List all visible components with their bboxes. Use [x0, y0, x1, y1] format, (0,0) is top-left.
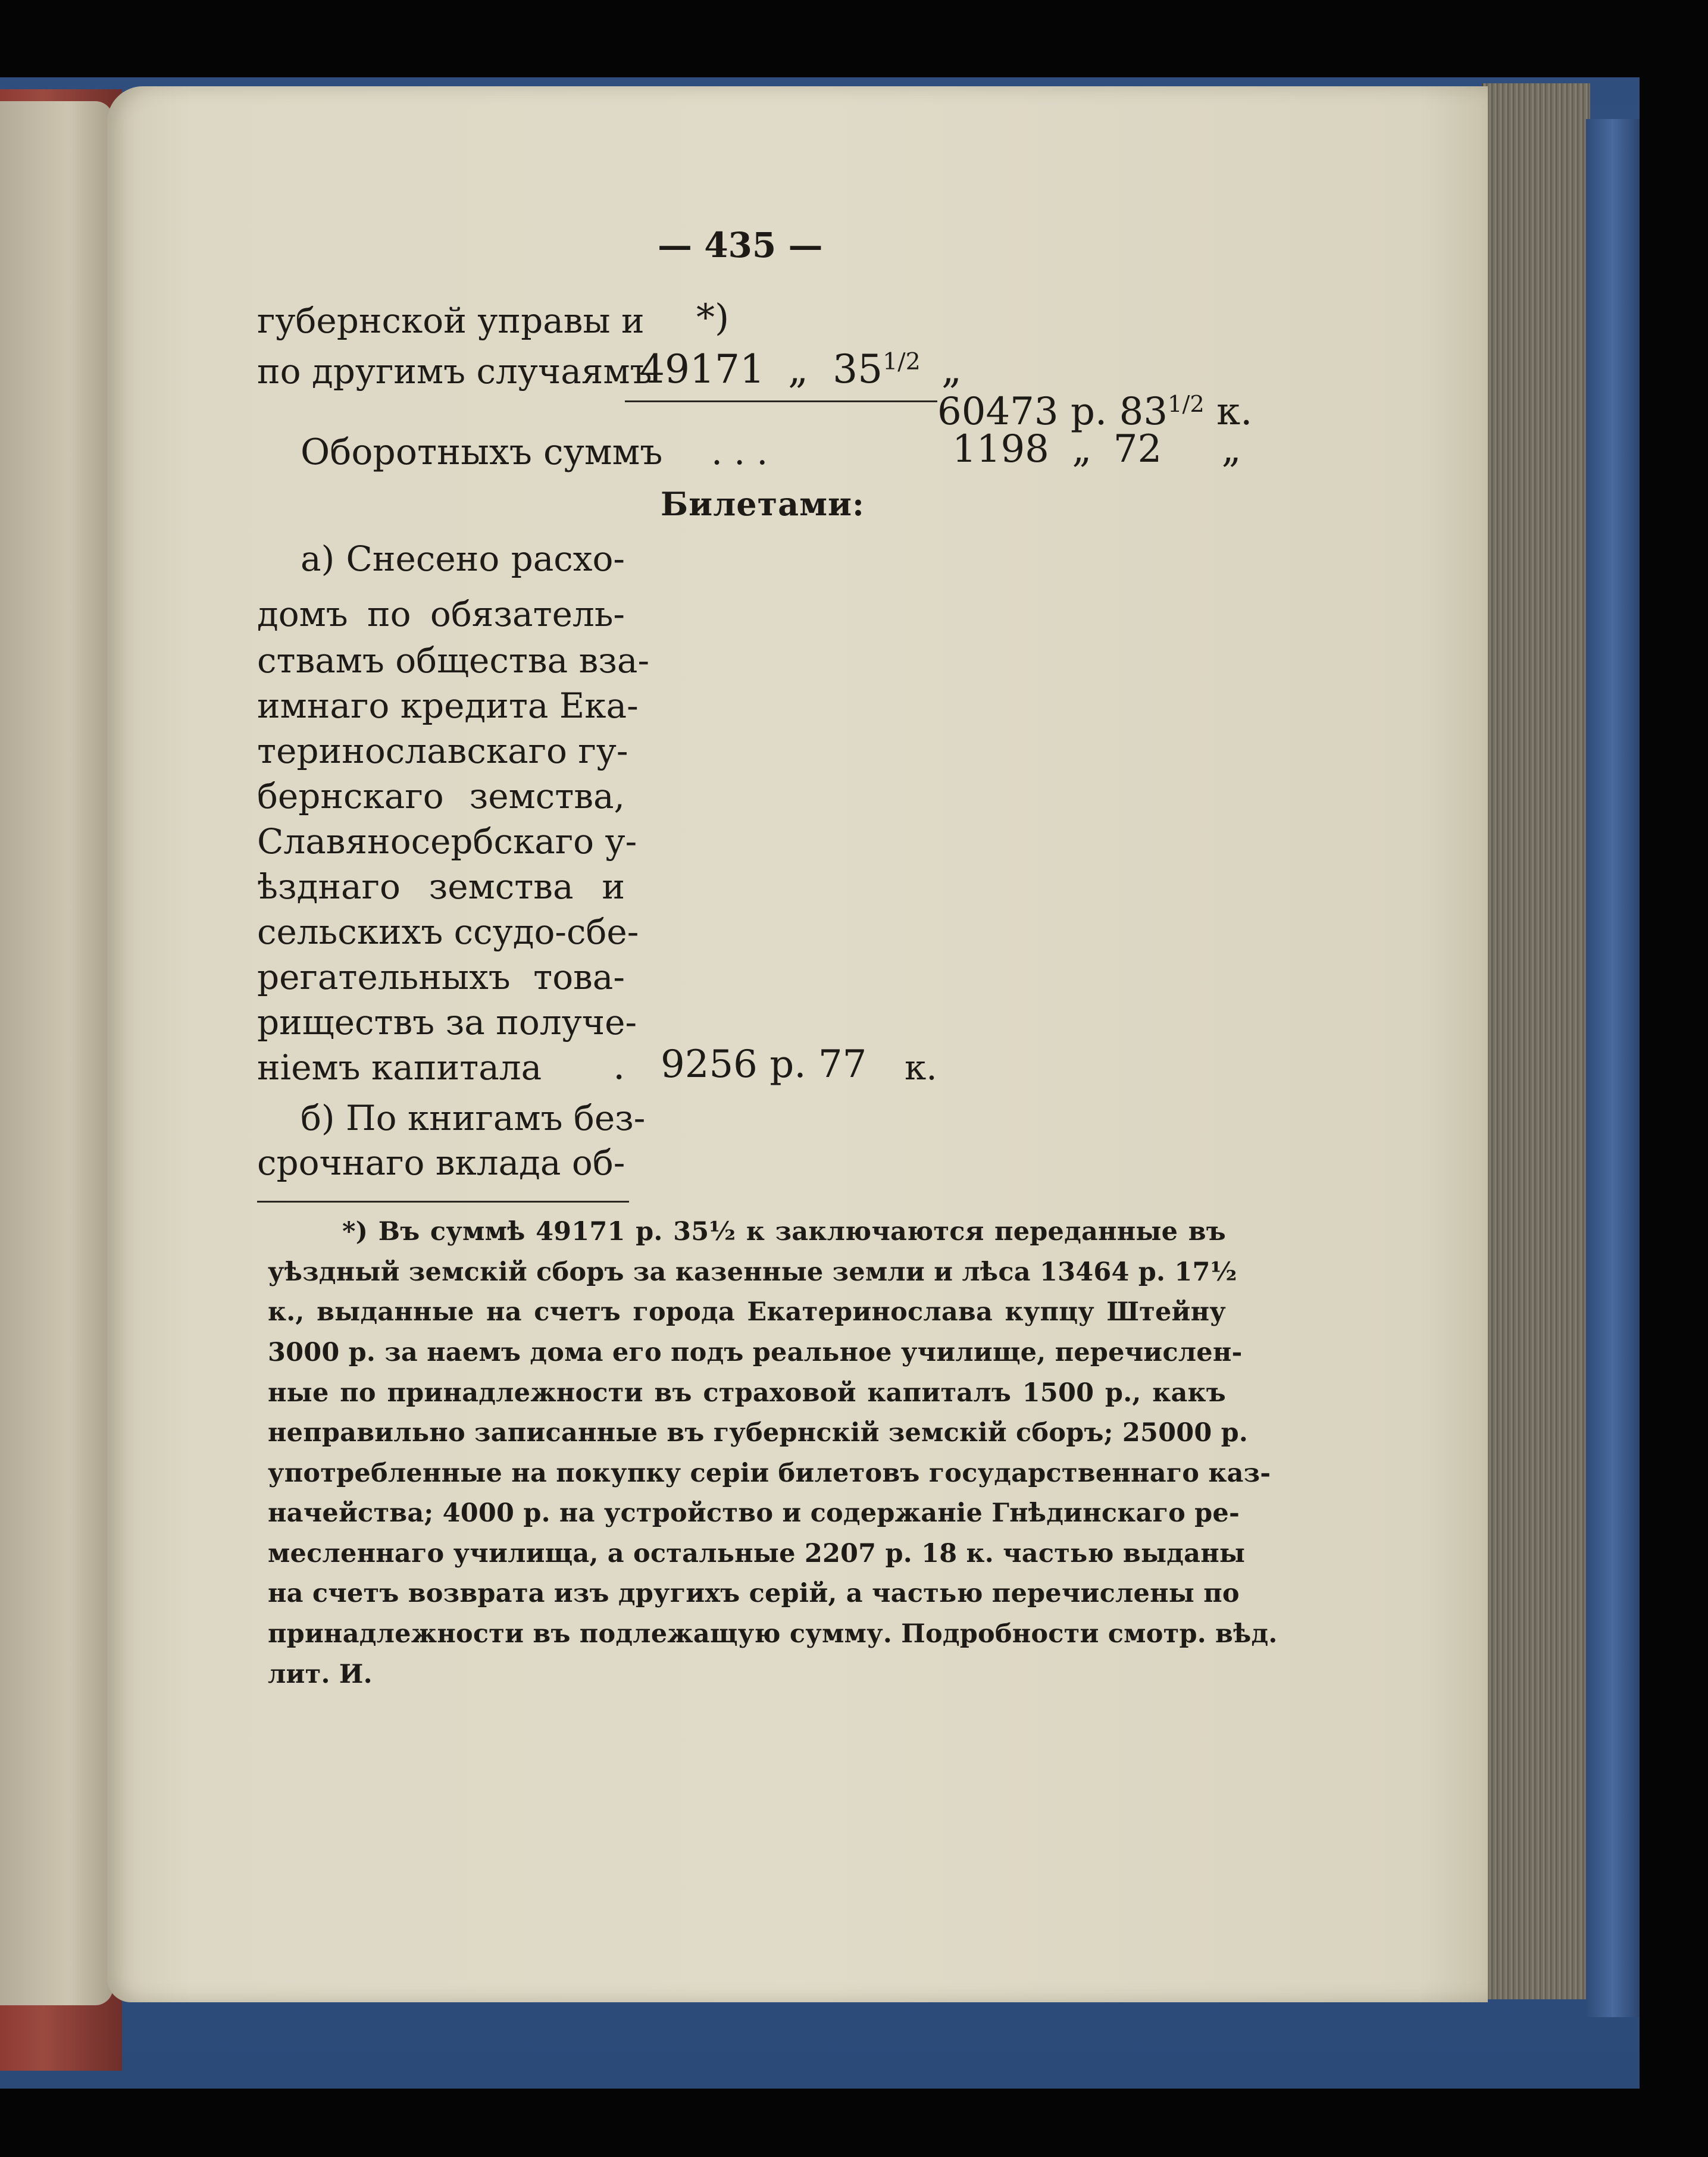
footnote-last-line: лит. И. [268, 1660, 373, 1689]
footnote-rule [257, 1201, 629, 1203]
item-b-line: б) По книгамъ без- [301, 1098, 646, 1138]
item-a-line: домъ по обязатель- [257, 594, 625, 634]
item-a-unit: к. [905, 1047, 937, 1088]
footnote-line: *) Въ суммѣ 49171 р. 35½ к заключаются переданные въ [342, 1217, 1226, 1247]
item-a-line: имнаго кредита Ека- [257, 685, 639, 726]
footnote-line: месленнаго училища, а остальные 2207 р. 18 к. частью выданы [268, 1539, 1246, 1569]
turnover-label: Оборотныхъ суммъ [301, 431, 663, 473]
item-a-line: сельскихъ ссудо-сбе- [257, 912, 639, 952]
item-a-line: бернскаго земства, [257, 776, 625, 816]
item-a-line: ствамъ общества вза- [257, 640, 650, 681]
footnote-line: неправильно записанные въ губернскій земскій сборъ; 25000 р. [268, 1418, 1249, 1448]
item-a-last-line: ніемъ капитала [257, 1047, 542, 1088]
line2-amount: 49171 „ $35^{1/2}$ „ [640, 346, 962, 392]
section-heading: Билетами: [661, 485, 865, 523]
page-number: — 435 — [658, 225, 823, 265]
left-page-edge [0, 101, 113, 2005]
line1-label: губернской управы и [257, 300, 645, 341]
turnover-amount: 1198 „ 72 „ [952, 427, 1241, 471]
page-stack-edge [1482, 83, 1590, 1999]
item-a-line: а) Снесено расхо- [301, 539, 625, 579]
item-a-line: ѣзднаго земства и [257, 866, 625, 907]
footnote-line: принадлежности въ подлежащую сумму. Подробности смотр. вѣд. [268, 1619, 1278, 1649]
footnote-line: к., выданные на счетъ города Екатеринослава купцу Штейну [268, 1297, 1226, 1327]
sum-rule [625, 400, 937, 402]
item-a-line: риществъ за получе- [257, 1002, 637, 1043]
line2-label: по другимъ случаямъ [257, 351, 652, 392]
footnote-line: на счетъ возврата изъ другихъ серій, а частью перечислены по [268, 1579, 1240, 1608]
item-a-line: регательныхъ това- [257, 957, 625, 997]
footnote-line: ные по принадлежности въ страховой капиталъ 1500 р., какъ [268, 1378, 1226, 1408]
footnote-line: 3000 р. за наемъ дома его подъ реальное училище, перечислен- [268, 1338, 1243, 1367]
turnover-dots: . . . [711, 431, 768, 473]
footnote-line: употребленные на покупку серіи билетовъ государственнаго каз- [268, 1458, 1271, 1488]
item-a-dot: . [613, 1044, 625, 1088]
total-amount: 60473 р. $83^{1/2}$ к. [937, 390, 1253, 434]
item-a-line: теринославскаго гу- [257, 731, 628, 771]
footnote-line: начейства; 4000 р. на устройство и содержаніе Гнѣдинскаго ре- [268, 1498, 1240, 1528]
item-a-amount: 9256 р. 77 [661, 1043, 867, 1087]
item-a-line: Славяносербскаго у- [257, 821, 637, 862]
item-b-line: срочнаго вклада об- [257, 1142, 625, 1183]
footnote-mark: *) [696, 296, 730, 339]
footnote-line: уѣздный земскій сборъ за казенные земли и лѣса 13464 р. 17½ [268, 1257, 1237, 1287]
book-right-cover [1586, 119, 1640, 2017]
